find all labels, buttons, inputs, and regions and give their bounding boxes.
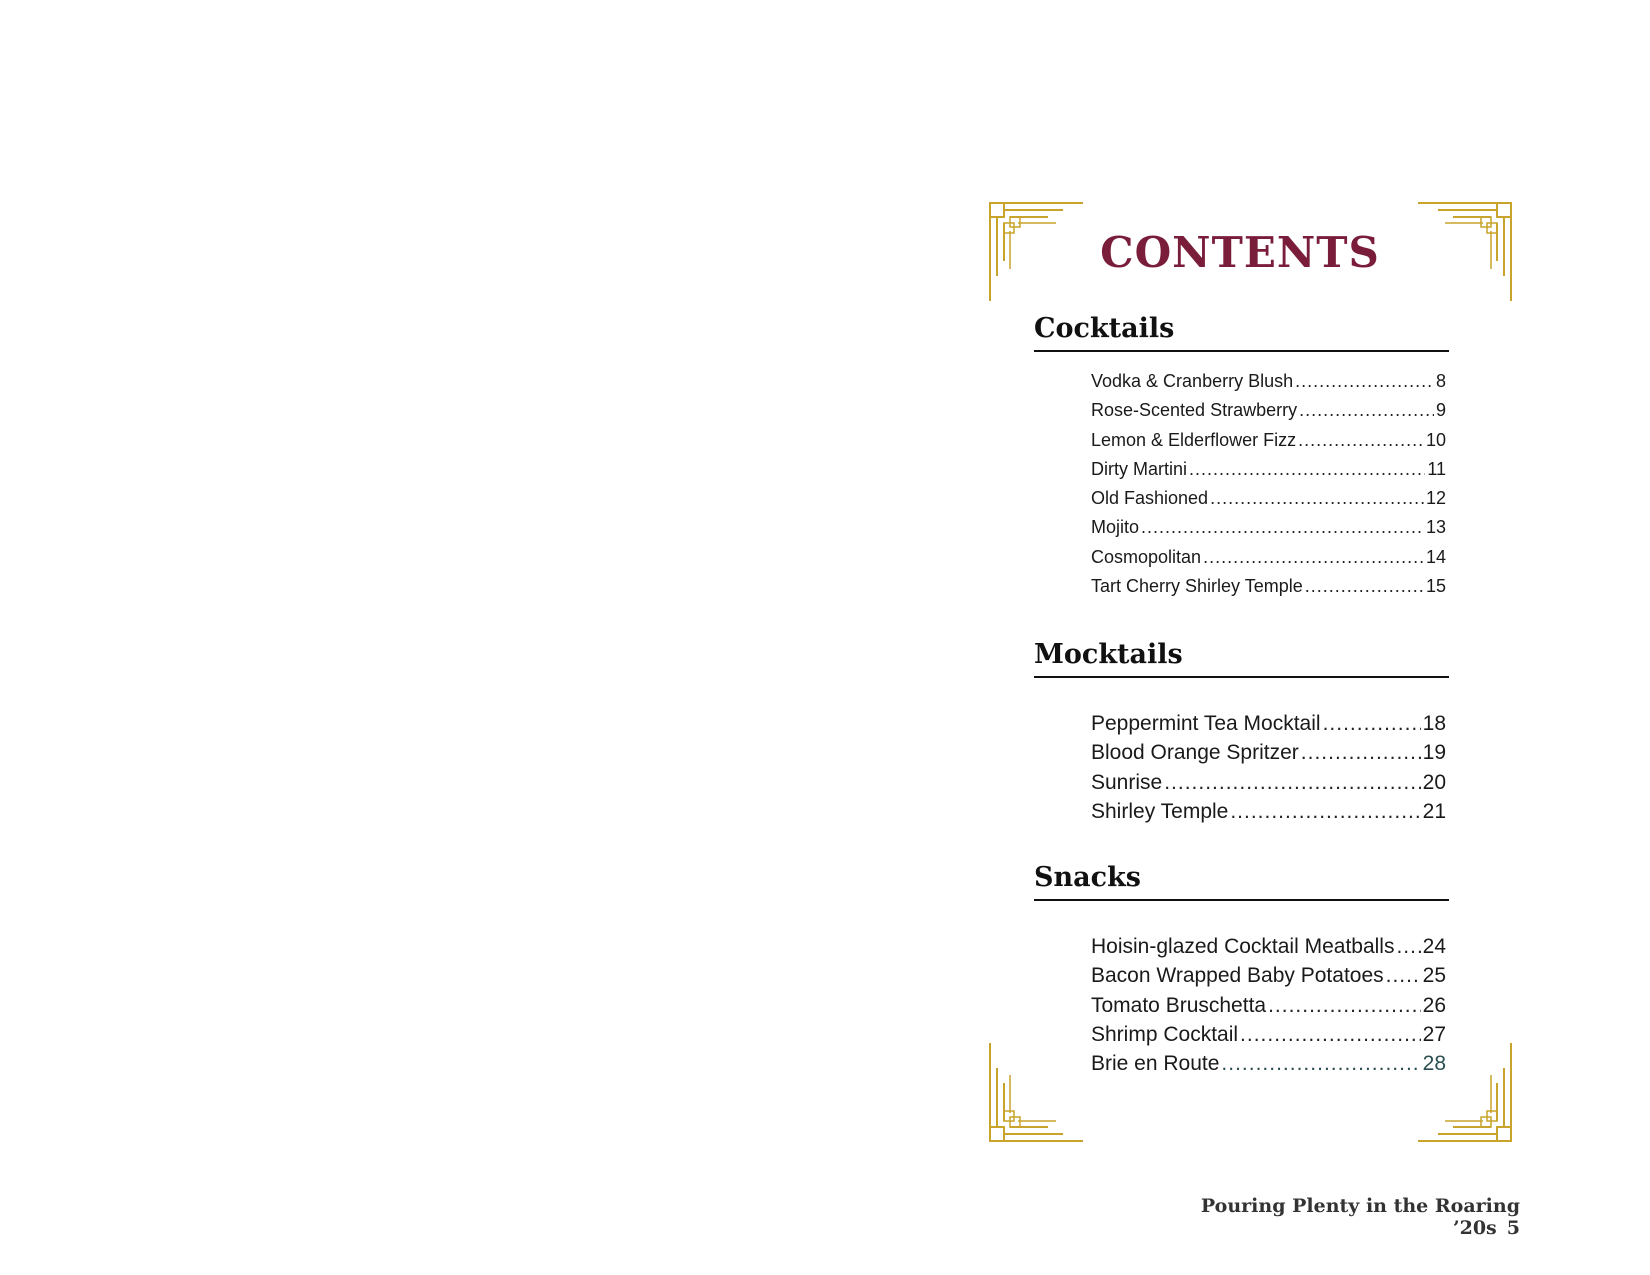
toc-entry-page: 26 <box>1422 993 1446 1017</box>
dot-leader <box>1295 367 1434 396</box>
section-heading-snacks: Snacks <box>1034 862 1449 901</box>
toc-entry-title: Dirty Martini <box>1091 458 1188 479</box>
toc-entry[interactable] <box>1091 1049 1446 1078</box>
dot-leader <box>1141 513 1424 542</box>
toc-entry-title: Sunrise <box>1091 770 1163 794</box>
toc-entry-title: Brie en Route <box>1091 1052 1220 1076</box>
dot-leader <box>1386 961 1421 990</box>
toc-entry[interactable] <box>1091 513 1446 542</box>
toc-entry[interactable] <box>1091 738 1446 767</box>
toc-entry-page: 10 <box>1425 429 1446 450</box>
toc-entry[interactable] <box>1091 572 1446 601</box>
toc-entry[interactable] <box>1091 709 1446 738</box>
page-title: CONTENTS <box>1100 228 1380 277</box>
toc-entry-title: Lemon & Elderflower Fizz <box>1091 429 1297 450</box>
toc-entry-title: Tomato Bruschetta <box>1091 993 1267 1017</box>
toc-entry-page: 25 <box>1422 964 1446 988</box>
toc-entry-title: Old Fashioned <box>1091 488 1209 509</box>
art-deco-corner-ornament-icon <box>988 1033 1098 1143</box>
toc-list-mocktails <box>1091 709 1446 826</box>
toc-entry-page: 14 <box>1425 546 1446 567</box>
toc-list-snacks <box>1091 932 1446 1078</box>
toc-entry-page: 11 <box>1427 458 1446 479</box>
toc-entry[interactable] <box>1091 932 1446 961</box>
dot-leader <box>1299 396 1434 425</box>
toc-entry-title: Shrimp Cocktail <box>1091 1022 1239 1046</box>
toc-entry[interactable] <box>1091 543 1446 572</box>
toc-entry[interactable] <box>1091 455 1446 484</box>
toc-entry[interactable] <box>1091 1020 1446 1049</box>
toc-entry-page: 24 <box>1422 935 1446 958</box>
dot-leader <box>1210 484 1424 513</box>
toc-entry-page: 15 <box>1425 576 1446 597</box>
dot-leader <box>1221 1049 1420 1078</box>
toc-entry-page: 27 <box>1422 1022 1446 1046</box>
toc-entry[interactable] <box>1091 768 1446 797</box>
page-number: 5 <box>1506 1217 1520 1239</box>
toc-entry-title: Bacon Wrapped Baby Potatoes <box>1091 964 1384 988</box>
toc-entry-title: Shirley Temple <box>1091 799 1229 823</box>
toc-entry-title: Vodka & Cranberry Blush <box>1091 371 1294 391</box>
dot-leader <box>1396 932 1420 961</box>
section-heading-cocktails: Cocktails <box>1034 313 1449 352</box>
dot-leader <box>1240 1020 1421 1049</box>
toc-entry-title: Rose-Scented Strawberry <box>1091 400 1298 421</box>
toc-entry[interactable] <box>1091 367 1446 396</box>
toc-entry-title: Cosmopolitan <box>1091 546 1202 567</box>
toc-entry-page: 9 <box>1435 400 1446 421</box>
toc-entry-page: 13 <box>1425 517 1446 538</box>
dot-leader <box>1268 991 1421 1020</box>
dot-leader <box>1203 543 1424 572</box>
toc-entry[interactable] <box>1091 426 1446 455</box>
toc-list-cocktails <box>1091 367 1446 601</box>
dot-leader <box>1189 455 1425 484</box>
toc-entry-page: 21 <box>1422 799 1446 823</box>
toc-entry-title: Hoisin-glazed Cocktail Meatballs <box>1091 935 1395 958</box>
toc-entry[interactable] <box>1091 797 1446 826</box>
toc-entry-page: 8 <box>1435 371 1446 391</box>
dot-leader <box>1305 572 1424 601</box>
toc-entry-title: Tart Cherry Shirley Temple <box>1091 576 1303 597</box>
dot-leader <box>1323 709 1421 738</box>
toc-entry-title: Mojito <box>1091 517 1140 538</box>
toc-entry-title: Peppermint Tea Mocktail <box>1091 712 1321 735</box>
toc-entry[interactable] <box>1091 484 1446 513</box>
dot-leader <box>1298 426 1424 455</box>
running-footer <box>1150 1195 1520 1239</box>
toc-entry[interactable] <box>1091 396 1446 425</box>
dot-leader <box>1164 768 1420 797</box>
toc-entry-page: 19 <box>1422 741 1446 765</box>
toc-entry-page: 20 <box>1422 770 1446 794</box>
toc-entry[interactable] <box>1091 991 1446 1020</box>
dot-leader <box>1230 797 1420 826</box>
dot-leader <box>1301 738 1421 767</box>
toc-entry-title: Blood Orange Spritzer <box>1091 741 1299 765</box>
book-title: Pouring Plenty in the Roaring ’20s <box>1200 1195 1520 1239</box>
toc-entry-page: 18 <box>1422 712 1446 735</box>
toc-entry-page: 28 <box>1422 1052 1446 1076</box>
toc-entry-page: 12 <box>1425 488 1446 509</box>
toc-entry[interactable] <box>1091 961 1446 990</box>
section-heading-mocktails: Mocktails <box>1034 639 1449 678</box>
